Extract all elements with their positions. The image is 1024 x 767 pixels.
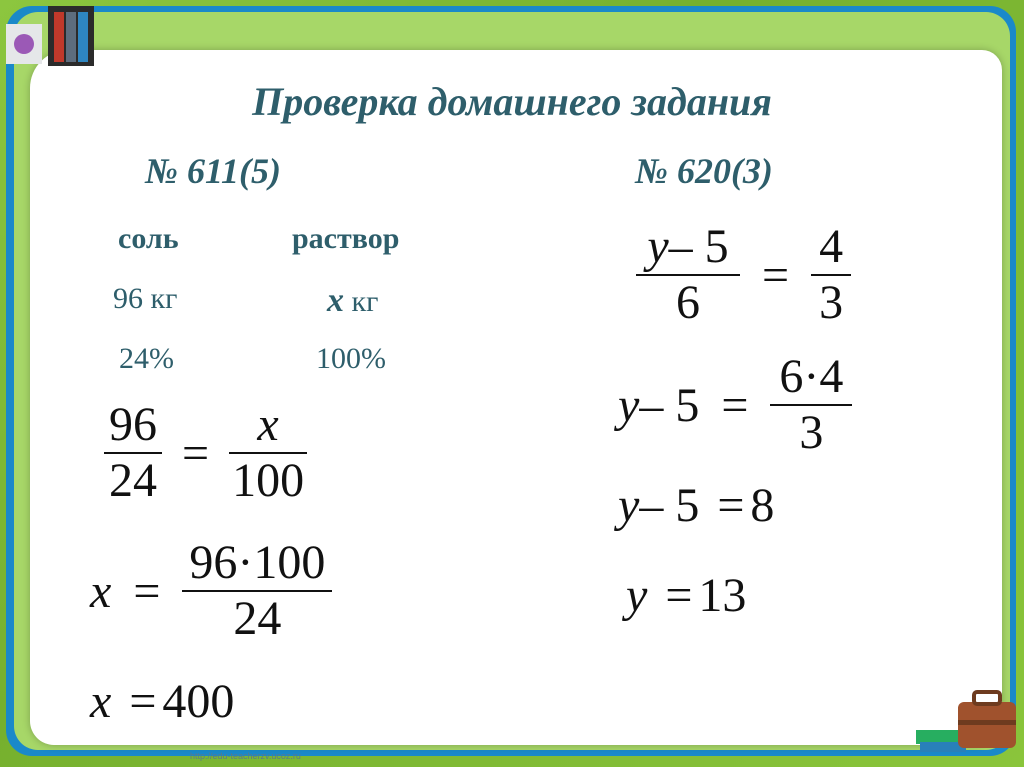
fraction-denominator: 3: [799, 406, 824, 460]
fraction-numerator: 96: [109, 398, 157, 451]
salt-percent: 24%: [119, 342, 174, 375]
briefcase-decoration-icon: [912, 680, 1022, 765]
solution-mass: [327, 282, 378, 320]
fraction-denominator: 6: [676, 276, 700, 330]
fraction-numerator: 4: [819, 220, 844, 273]
y-minus-5-result: y– 5 = 8: [618, 479, 775, 532]
fraction-numerator: 96·100: [189, 536, 326, 589]
fraction-6x4-over-3: [770, 352, 852, 459]
fraction-denominator: 3: [819, 276, 844, 330]
minus-five: – 5: [668, 220, 729, 273]
fraction-y-minus-5-over-6: [636, 222, 740, 329]
fraction-denominator: 24: [233, 592, 282, 646]
books-decoration-icon: [0, 0, 100, 80]
y-proportion-equation: $\frac{y- 5}{6}$ = $\frac{4}{3}$: [636, 222, 851, 329]
fraction-denominator: 100: [232, 454, 305, 508]
variable-y: y: [618, 378, 640, 432]
fraction-numerator: x: [257, 398, 279, 451]
fraction-denominator: 24: [109, 454, 157, 508]
fraction-numerator: 6·4: [779, 350, 844, 403]
minus-five: – 5: [639, 479, 700, 532]
variable-y: y: [647, 220, 669, 273]
equation-lhs: x: [90, 564, 112, 618]
x-result-equation: x = 400: [90, 675, 235, 728]
equation-rhs: 400: [162, 675, 235, 728]
header-salt: соль: [118, 222, 179, 255]
fraction-product: [182, 538, 332, 645]
equation-rhs: 13: [698, 569, 747, 622]
solution-mass-var: x: [327, 282, 344, 319]
footer-url: http://edu-teacherzv.ucoz.ru: [190, 751, 301, 761]
equation-rhs: 8: [750, 479, 775, 532]
fraction-96-24: [104, 400, 162, 507]
x-expression-equation: x = $\frac{96\cdot 100}{24}$: [90, 538, 332, 645]
salt-mass: 96 кг: [113, 282, 178, 315]
equation-lhs: x: [90, 675, 112, 728]
minus-five: – 5: [639, 378, 700, 432]
y-result-equation: y = 13: [626, 569, 747, 622]
task-620-number: № 620(3): [635, 151, 773, 191]
y-product-equation: y– 5 = $\frac{6\cdot 4}{3}$: [618, 352, 852, 459]
slide-title: Проверка домашнего задания: [252, 79, 772, 124]
variable-y: y: [626, 569, 648, 622]
task-611-number: № 611(5): [145, 151, 281, 191]
solution-percent: 100%: [316, 342, 386, 375]
variable-y: y: [618, 479, 640, 532]
fraction-x-100: [229, 400, 307, 507]
fraction-4-3: [811, 222, 851, 329]
proportion-equation: $\frac{96}{24}$ = $\frac{x}{100}$: [104, 400, 307, 507]
solution-mass-unit: кг: [351, 285, 379, 318]
header-solution: раствор: [292, 222, 400, 255]
